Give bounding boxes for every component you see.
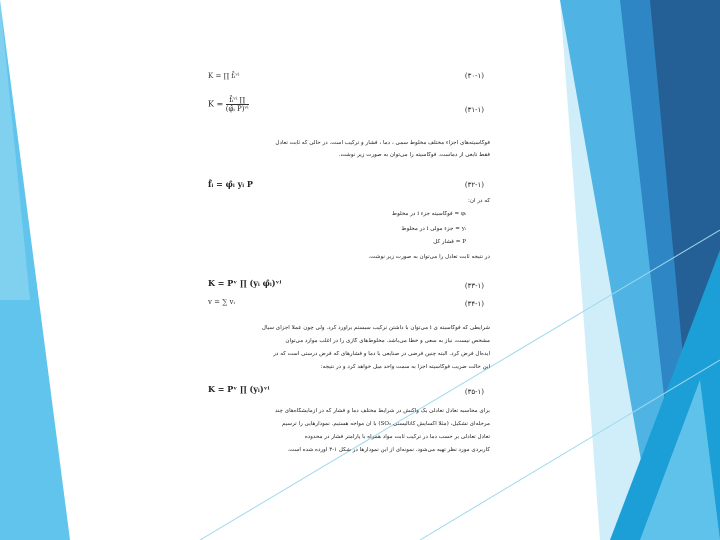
paragraph-line: این حالت ضریب فوگاسیته اجزا به سمت واحد میل خواهد کرد و در نتیجه:: [320, 364, 490, 370]
equation-number: (۳۵-۱): [464, 388, 484, 396]
equation-number: (۳۲-۱): [464, 181, 484, 189]
equation-33: K = Pᵛ ∏ (yᵢ φ̂ᵢ)ᵛⁱ: [208, 278, 282, 288]
fraction-denominator: (φ̂ᵢ P)ᵛⁱ: [225, 105, 249, 113]
definition-line: φᵢ = فوگاسیته جزء i در مخلوط: [391, 211, 466, 217]
paragraph-line: مشخص نیست، نیاز به سعی و خطا می‌باشد. مخلوط‌های گازی را در اغلب موارد می‌توان: [285, 338, 490, 344]
equation-number: (۳۴-۱): [464, 300, 484, 308]
paragraph-line: مرحله‌ای تشکیل، (مثلاً اکسایش کاتالیستی SO₂) با آن مواجه هستیم. نمودارهایی را ترسیم: [282, 421, 490, 427]
document-page: [190, 60, 490, 480]
equation-31: [208, 96, 249, 113]
equation-number: (۳۱-۱): [464, 106, 484, 114]
equation-34: v = ∑ vᵢ: [208, 298, 235, 306]
equation-32: f̂ᵢ = φ̂ᵢ yᵢ P: [208, 179, 253, 189]
fraction: [226, 96, 249, 113]
paragraph-line: شرایطی که فوگاسیته ی i می‌توان با داشتن ترکیب سیستم برآورد کرد. ولی چون عملاً اجزای سیال: [261, 325, 490, 331]
definition-line: yᵢ = جزء مولی i در مخلوط: [401, 226, 466, 232]
equation-number: (۳۳-۱): [464, 282, 484, 290]
fraction-numerator: f̂ᵢᵛⁱ ∏: [226, 96, 249, 105]
equation-30: K = ∏ f̂ᵢᵛⁱ: [208, 72, 240, 80]
paragraph-line: ایده‌آل فرض کرد. البته چنین فرضی در صنایعی با دما و فشارهای که فرض درستی است که در: [273, 351, 490, 357]
definition-line: P = فشار کل: [433, 239, 466, 245]
paragraph-line: فوگاسیته‌های اجزاء مختلف مخلوط سمی ، دما ، فشار و ترکیب است. در حالی که ثابت تعادل: [275, 140, 490, 146]
left-light-triangle: [0, 0, 30, 300]
paragraph-line: کاربردی مورد نظر تهیه می‌شود. نمونه‌ای از این نمودارها در شکل ۱-۳ آورده شده است.: [287, 447, 490, 453]
paragraph-line: در نتیجه ثابت تعادل را می‌توان به صورت زیر نوشت.: [368, 254, 490, 260]
paragraph-line: فقط تابعی از دماست. فوگاسیته را می‌توان به صورت زیر نوشت.: [338, 152, 490, 158]
equation-35: K = Pᵛ ∏ (yᵢ)ᵛⁱ: [208, 384, 270, 394]
paragraph-line: تعادل تعادلی بر حسب دما در ترکیب ثابت مواد همراه با پارامتر فشار در محدوده: [304, 434, 490, 440]
equation-lhs: K =: [208, 99, 224, 109]
paragraph-line: برای محاسبه تعادل تعادلی یک واکنش در شرایط مختلف دما و فشار که در آزمایشگاه‌های چند: [274, 408, 490, 414]
where-line: که در آن:: [468, 198, 490, 204]
equation-number: (۳۰-۱): [464, 72, 484, 80]
